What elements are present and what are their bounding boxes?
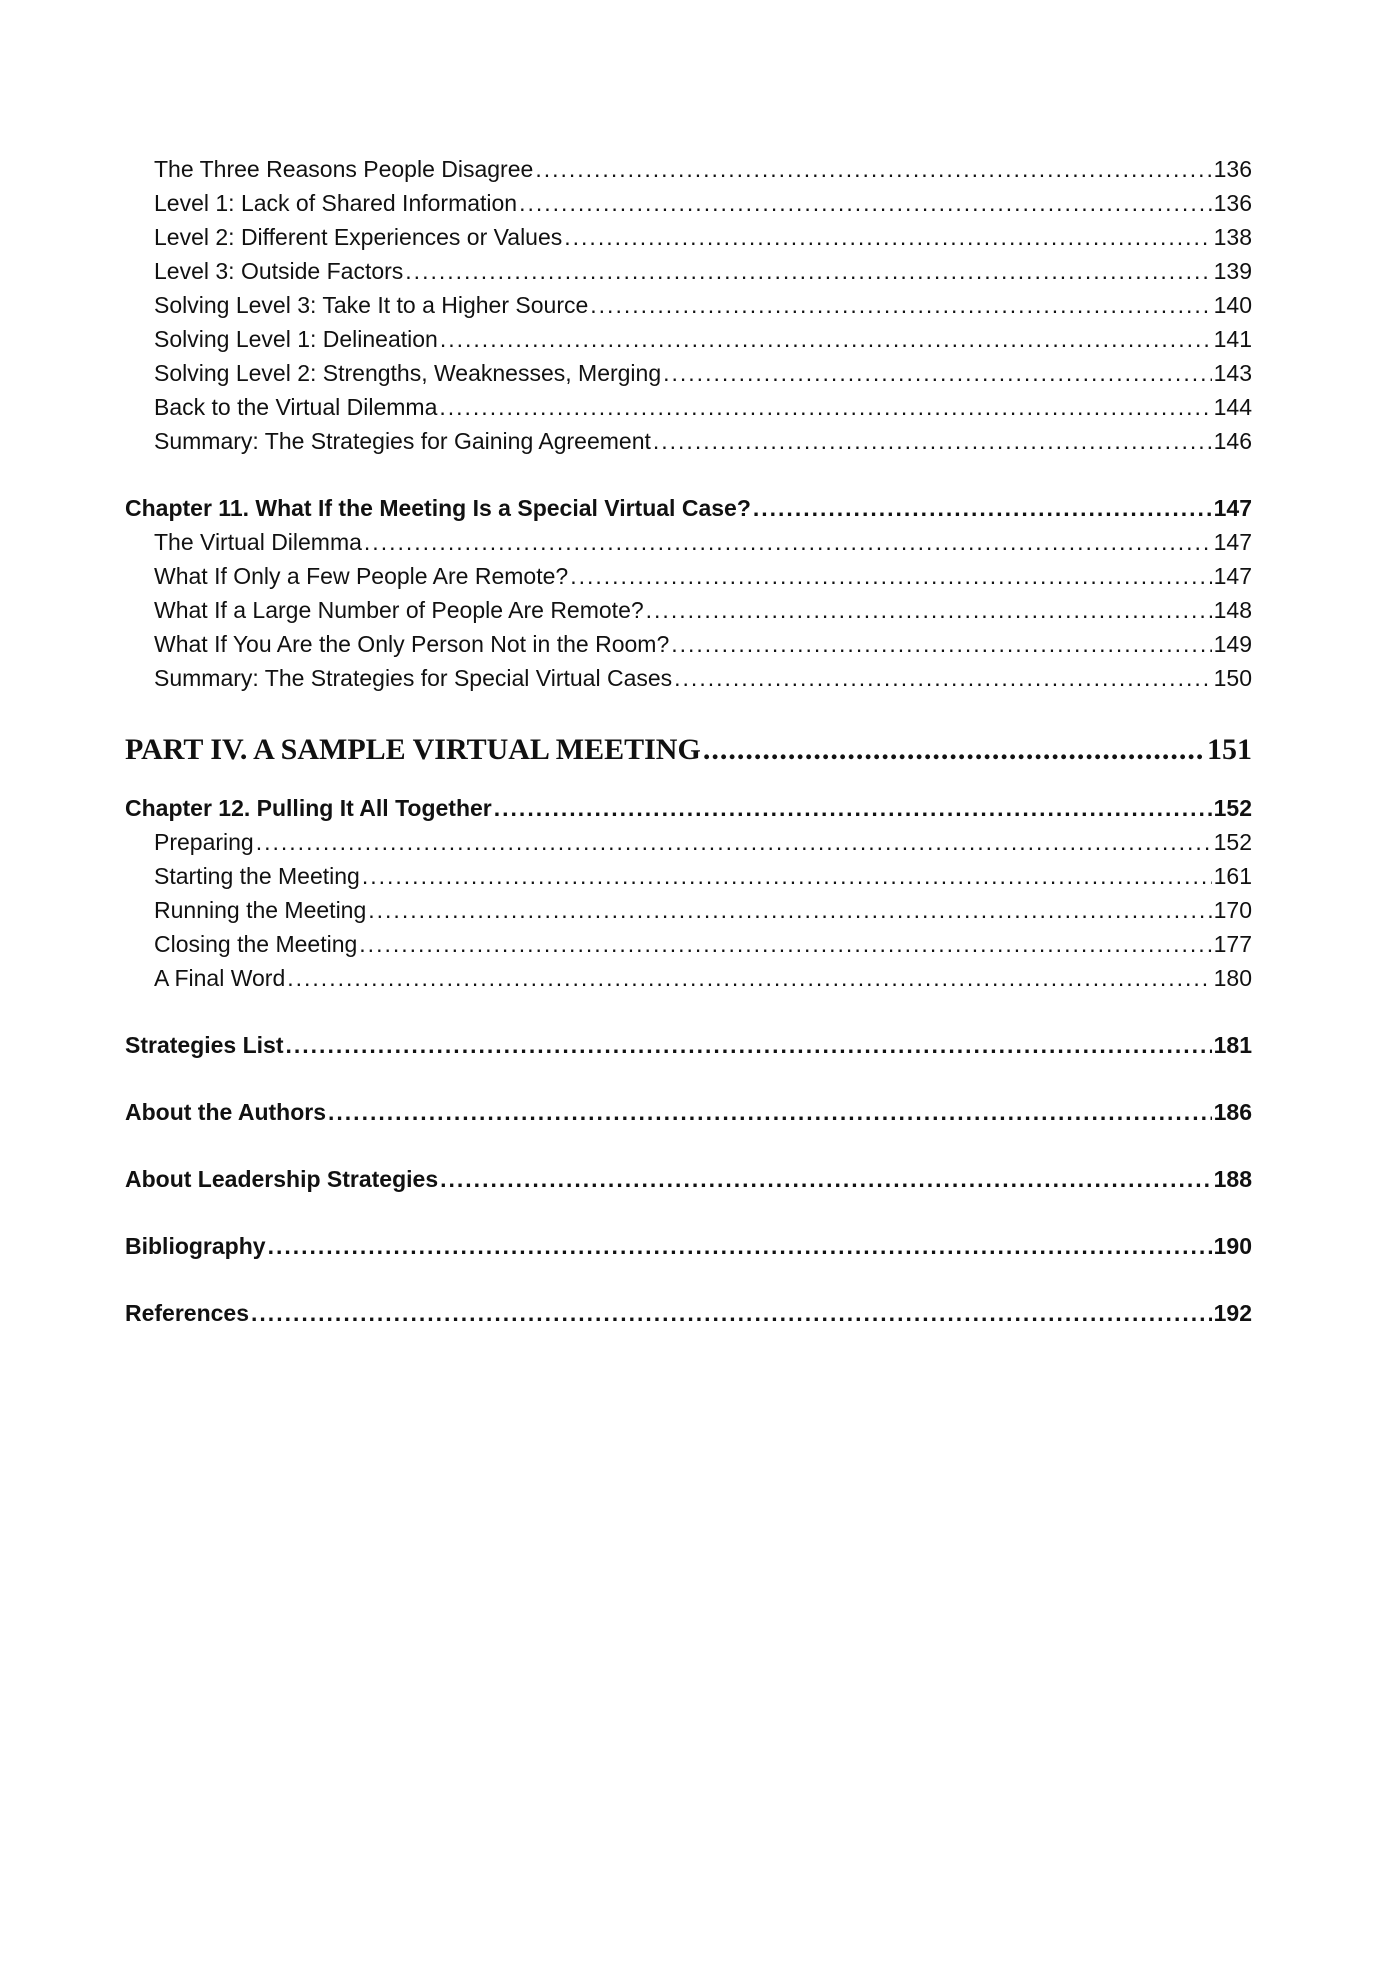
toc-entry-page: 136	[1213, 156, 1252, 182]
toc-chapter-title: Chapter 12. Pulling It All Together	[125, 795, 492, 821]
toc-entry-title: Solving Level 3: Take It to a Higher Source	[154, 292, 589, 318]
toc-entry-page: 136	[1213, 190, 1252, 216]
toc-strategies-list[interactable]	[125, 1028, 1252, 1062]
toc-part-page: 151	[1207, 733, 1252, 766]
toc-entry-title: Preparing	[154, 829, 254, 855]
toc-entry[interactable]	[125, 322, 1252, 356]
toc-entry[interactable]	[125, 559, 1252, 593]
toc-entry-title: The Virtual Dilemma	[154, 529, 362, 555]
toc-entry-title: What If a Large Number of People Are Remote?	[154, 597, 644, 623]
toc-bibliography[interactable]	[125, 1229, 1252, 1263]
dot-leader	[405, 254, 1211, 288]
toc-entry-page: 177	[1213, 931, 1252, 957]
dot-leader	[753, 491, 1212, 525]
toc-entry-page: 144	[1213, 394, 1252, 420]
toc-entry-page: 147	[1213, 563, 1252, 589]
dot-leader	[703, 725, 1205, 775]
spacer	[125, 1196, 1252, 1229]
toc-entry-title: Back to the Virtual Dilemma	[154, 394, 438, 420]
toc-chapter-11[interactable]	[125, 491, 1252, 525]
toc-entry-page: 170	[1213, 897, 1252, 923]
toc-entry-title: Running the Meeting	[154, 897, 367, 923]
dot-leader	[590, 288, 1211, 322]
toc-entry[interactable]	[125, 152, 1252, 186]
toc-entry[interactable]	[125, 593, 1252, 627]
spacer	[125, 775, 1252, 791]
dot-leader	[286, 1028, 1212, 1062]
dot-leader	[646, 593, 1212, 627]
toc-chapter-page: 190	[1213, 1233, 1252, 1259]
toc-entry-title: Level 2: Different Experiences or Values	[154, 224, 563, 250]
toc-entry[interactable]	[125, 825, 1252, 859]
dot-leader	[364, 525, 1212, 559]
toc-entry-page: 140	[1213, 292, 1252, 318]
toc-chapter-page: 181	[1213, 1032, 1252, 1058]
dot-leader	[674, 661, 1211, 695]
toc-entry-page: 161	[1213, 863, 1252, 889]
toc-entry-title: What If You Are the Only Person Not in the Room?	[154, 631, 670, 657]
toc-part-title: PART IV. A SAMPLE VIRTUAL MEETING	[125, 733, 701, 766]
dot-leader	[663, 356, 1212, 390]
toc-entry-page: 147	[1213, 529, 1252, 555]
toc-entry[interactable]	[125, 390, 1252, 424]
toc-about-authors[interactable]	[125, 1095, 1252, 1129]
dot-leader	[570, 559, 1211, 593]
spacer	[125, 1129, 1252, 1162]
toc-entry[interactable]	[125, 627, 1252, 661]
toc-entry-title: Summary: The Strategies for Special Virtual Cases	[154, 665, 673, 691]
toc-chapter-title: References	[125, 1300, 250, 1326]
toc-chapter-title: Strategies List	[125, 1032, 284, 1058]
dot-leader	[519, 186, 1212, 220]
toc-chapter-page: 147	[1213, 495, 1252, 521]
toc-entry-page: 149	[1213, 631, 1252, 657]
toc-entry-page: 152	[1213, 829, 1252, 855]
spacer	[125, 458, 1252, 491]
dot-leader	[440, 322, 1212, 356]
dot-leader	[359, 927, 1211, 961]
toc-entry-page: 139	[1213, 258, 1252, 284]
table-of-contents	[125, 152, 1252, 1330]
toc-entry-page: 150	[1213, 665, 1252, 691]
toc-entry-title: Summary: The Strategies for Gaining Agreement	[154, 428, 651, 454]
toc-entry-title: Solving Level 2: Strengths, Weaknesses, Merging	[154, 360, 662, 386]
dot-leader	[251, 1296, 1212, 1330]
toc-entry-title: Level 3: Outside Factors	[154, 258, 404, 284]
toc-chapter-page: 152	[1213, 795, 1252, 821]
toc-entry-title: Closing the Meeting	[154, 931, 358, 957]
toc-entry-page: 146	[1213, 428, 1252, 454]
dot-leader	[439, 390, 1211, 424]
toc-references[interactable]	[125, 1296, 1252, 1330]
toc-entry[interactable]	[125, 525, 1252, 559]
dot-leader	[368, 893, 1211, 927]
spacer	[125, 695, 1252, 725]
toc-part-4[interactable]	[125, 725, 1252, 775]
toc-chapter-title: Bibliography	[125, 1233, 266, 1259]
dot-leader	[535, 152, 1211, 186]
toc-entry-title: The Three Reasons People Disagree	[154, 156, 534, 182]
toc-entry[interactable]	[125, 220, 1252, 254]
dot-leader	[256, 825, 1212, 859]
dot-leader	[440, 1162, 1212, 1196]
dot-leader	[671, 627, 1211, 661]
toc-chapter-title: About Leadership Strategies	[125, 1166, 439, 1192]
toc-entry[interactable]	[125, 254, 1252, 288]
spacer	[125, 1263, 1252, 1296]
toc-entry[interactable]	[125, 859, 1252, 893]
toc-entry-title: Starting the Meeting	[154, 863, 360, 889]
toc-entry-page: 141	[1213, 326, 1252, 352]
toc-chapter-page: 186	[1213, 1099, 1252, 1125]
toc-entry[interactable]	[125, 356, 1252, 390]
dot-leader	[362, 859, 1212, 893]
toc-entry[interactable]	[125, 961, 1252, 995]
toc-entry-title: What If Only a Few People Are Remote?	[154, 563, 569, 589]
toc-entry-title: Level 1: Lack of Shared Information	[154, 190, 518, 216]
toc-entry-page: 138	[1213, 224, 1252, 250]
spacer	[125, 995, 1252, 1028]
toc-chapter-page: 192	[1213, 1300, 1252, 1326]
toc-entry[interactable]	[125, 424, 1252, 458]
dot-leader	[328, 1095, 1212, 1129]
toc-chapter-12[interactable]	[125, 791, 1252, 825]
toc-entry-page: 143	[1213, 360, 1252, 386]
toc-entry-page: 148	[1213, 597, 1252, 623]
spacer	[125, 1062, 1252, 1095]
dot-leader	[494, 791, 1212, 825]
toc-entry[interactable]	[125, 186, 1252, 220]
toc-entry-title: Solving Level 1: Delineation	[154, 326, 438, 352]
dot-leader	[268, 1229, 1212, 1263]
dot-leader	[653, 424, 1212, 458]
toc-chapter-title: Chapter 11. What If the Meeting Is a Special Virtual Case?	[125, 495, 751, 521]
toc-entry-title: A Final Word	[154, 965, 286, 991]
toc-entry-page: 180	[1213, 965, 1252, 991]
toc-chapter-page: 188	[1213, 1166, 1252, 1192]
toc-entry[interactable]	[125, 288, 1252, 322]
dot-leader	[564, 220, 1211, 254]
toc-entry[interactable]	[125, 661, 1252, 695]
toc-entry[interactable]	[125, 893, 1252, 927]
toc-about-leadership-strategies[interactable]	[125, 1162, 1252, 1196]
dot-leader	[287, 961, 1211, 995]
toc-entry[interactable]	[125, 927, 1252, 961]
toc-chapter-title: About the Authors	[125, 1099, 327, 1125]
